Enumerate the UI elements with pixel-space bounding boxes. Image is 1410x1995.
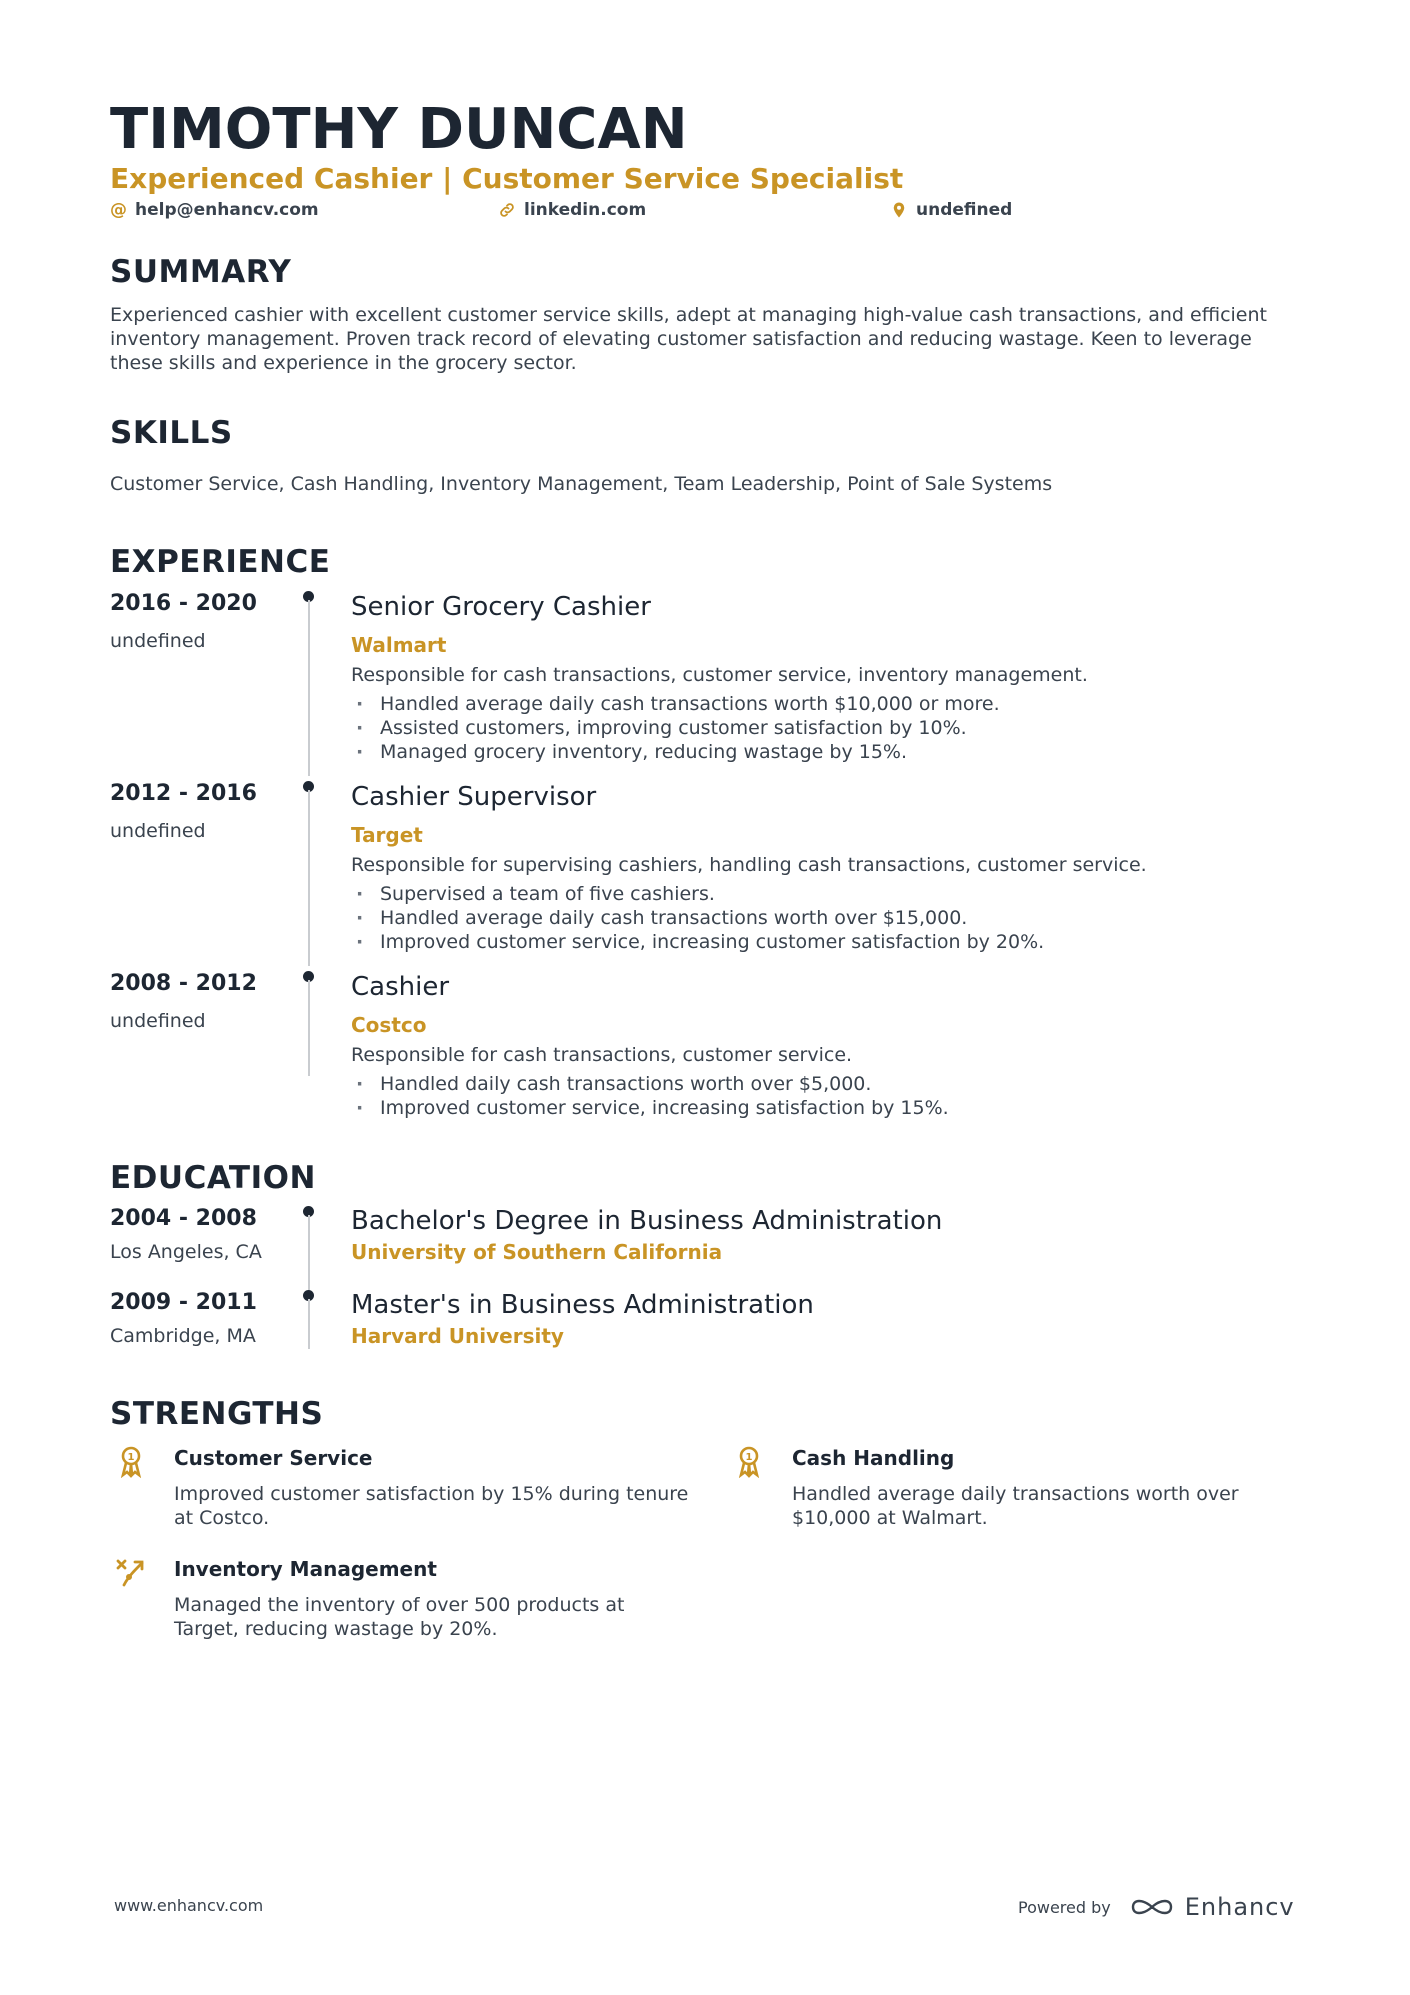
footer-website[interactable]: www.enhancv.com [114, 1896, 264, 1915]
education-location: Cambridge, MA [110, 1325, 256, 1347]
enhancv-logo[interactable] [1129, 1893, 1295, 1921]
experience-role: Cashier [351, 972, 450, 1002]
experience-company: Target [351, 823, 423, 847]
at-icon: @ [110, 200, 127, 220]
experience-company: Costco [351, 1013, 427, 1037]
timeline-line [308, 1299, 310, 1349]
contact-linkedin[interactable] [498, 200, 646, 220]
timeline-line [308, 1215, 310, 1291]
education-dates: 2009 - 2011 [110, 1290, 257, 1315]
experience-location: undefined [110, 630, 206, 652]
experience-role: Senior Grocery Cashier [351, 592, 651, 622]
experience-dates: 2008 - 2012 [110, 971, 257, 996]
brand-name: Enhancv [1184, 1893, 1295, 1921]
linkedin-text: linkedin.com [524, 200, 647, 220]
education-degree: Master's in Business Administration [351, 1290, 814, 1320]
location-pin-icon [890, 201, 908, 219]
experience-bullets [351, 1072, 949, 1120]
candidate-name: TIMOTHY DUNCAN [110, 97, 688, 162]
experience-description: Responsible for cash transactions, customer service. [351, 1044, 853, 1066]
experience-role: Cashier Supervisor [351, 782, 597, 812]
award-ribbon-icon [114, 1444, 148, 1478]
strength-text: Improved customer satisfaction by 15% during tenure at Costco. [174, 1483, 689, 1529]
experience-company: Walmart [351, 633, 447, 657]
strength-title: Inventory Management [174, 1557, 437, 1581]
strength-text: Managed the inventory of over 500 products at Target, reducing wastage by 20%. [174, 1594, 625, 1640]
award-ribbon-icon [732, 1444, 766, 1478]
education-degree: Bachelor's Degree in Business Administration [351, 1206, 943, 1236]
bullet-item: · Handled average daily cash transactions worth $10,000 or more. [351, 692, 1000, 716]
strengths-heading: STRENGTHS [110, 1396, 324, 1432]
svg-text:1: 1 [745, 1452, 753, 1463]
strength-title: Cash Handling [792, 1446, 955, 1470]
experience-dates: 2016 - 2020 [110, 591, 257, 616]
experience-heading: EXPERIENCE [110, 544, 331, 580]
experience-bullets [351, 692, 1000, 764]
strength-title: Customer Service [174, 1446, 373, 1470]
education-heading: EDUCATION [110, 1160, 316, 1196]
enhancv-logo-icon [1129, 1894, 1175, 1920]
bullet-item: · Handled daily cash transactions worth over $5,000. [351, 1072, 949, 1096]
bullet-item: · Improved customer service, increasing customer satisfaction by 20%. [351, 930, 1044, 954]
candidate-title: Experienced Cashier | Customer Service Specialist [110, 162, 904, 195]
contact-email[interactable] [110, 200, 319, 220]
experience-location: undefined [110, 1010, 206, 1032]
timeline-line [308, 600, 310, 776]
bullet-item: · Assisted customers, improving customer satisfaction by 10%. [351, 716, 1000, 740]
strength-text: Handled average daily transactions worth over $10,000 at Walmart. [792, 1483, 1239, 1529]
education-dates: 2004 - 2008 [110, 1206, 257, 1231]
experience-description: Responsible for cash transactions, customer service, inventory management. [351, 664, 1088, 686]
location-text: undefined [916, 200, 1013, 220]
experience-bullets [351, 882, 1044, 954]
summary-heading: SUMMARY [110, 254, 292, 290]
bullet-item: · Managed grocery inventory, reducing wastage by 15%. [351, 740, 1000, 764]
skills-heading: SKILLS [110, 415, 233, 451]
link-icon [498, 201, 516, 219]
bullet-item: · Handled average daily cash transactions worth over $15,000. [351, 906, 1044, 930]
powered-by-text: Powered by [1018, 1897, 1111, 1917]
contact-location [890, 200, 1012, 220]
footer-powered [1018, 1893, 1295, 1921]
experience-dates: 2012 - 2016 [110, 781, 257, 806]
bullet-item: · Supervised a team of five cashiers. [351, 882, 1044, 906]
education-location: Los Angeles, CA [110, 1241, 262, 1263]
svg-text:1: 1 [127, 1452, 135, 1463]
route-icon [114, 1555, 148, 1589]
experience-location: undefined [110, 820, 206, 842]
summary-text: Experienced cashier with excellent customer service skills, adept at managing high-value cash transactions, and efficient inventory management. Proven track record of elevating customer satisfaction and reducing wastage. Keen to leverage these skills and experience in the grocery sector. [110, 304, 1267, 374]
skills-text: Customer Service, Cash Handling, Inventory Management, Team Leadership, Point of Sale Systems [110, 473, 1053, 495]
education-school: University of Southern California [351, 1240, 723, 1264]
bullet-item: · Improved customer service, increasing satisfaction by 15%. [351, 1096, 949, 1120]
education-school: Harvard University [351, 1324, 564, 1348]
experience-description: Responsible for supervising cashiers, handling cash transactions, customer service. [351, 854, 1147, 876]
timeline-line [308, 790, 310, 966]
timeline-line [308, 980, 310, 1076]
email-text: help@enhancv.com [135, 200, 319, 220]
